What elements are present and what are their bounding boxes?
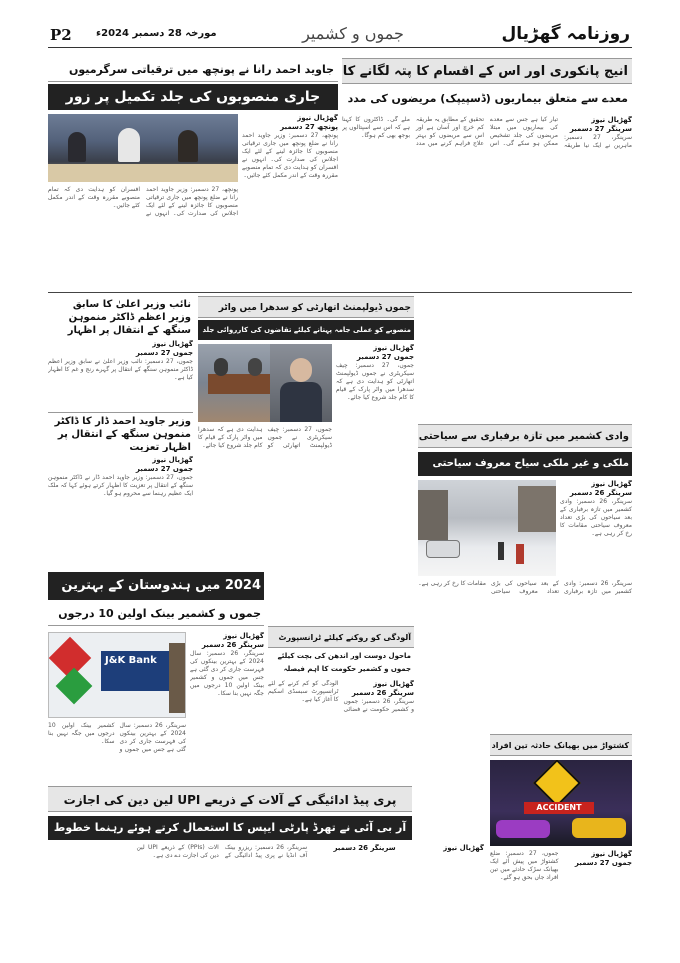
article-body: [48, 456, 193, 568]
article-body-continued: [48, 722, 186, 780]
article-text: پونچھ، 27 دسمبر: وزیر جاوید احمد رانا نے ضلع پونچھ میں جاری ترقیاتی منصوبوں کا جائزہ لینے کے لئے ایک اجلاس کی صدارت کی۔ انہوں نے افسران کو ہدایت دی کہ تمام منصوبے مقررہ وقت کے اندر مکمل کئے جائیں۔: [48, 186, 238, 217]
article-headline: وزیر جاوید احمد ڈار کا ڈاکٹر منموہن سنگھ کے انتقال پر اظہار تعزیت: [48, 412, 193, 452]
article-text: جموں، 27 دسمبر: وزیر جاوید احمد ڈار نے ڈاکٹر منموہن سنگھ کے انتقال پر تعزیت کا اظہار کرتے ہوئے کہا کہ ملک ایک عظیم رہنما سے محروم ہو گیا۔: [48, 474, 193, 497]
byline: گھڑیال نیوز: [152, 456, 193, 464]
article-headline: کشتواڑ میں بھیانک حادثہ تین افراد: [490, 734, 632, 756]
byline: گھڑیال نیوز: [373, 680, 414, 688]
article-headline: آلودگی کو روکنے کیلئے ٹرانسپورٹ: [268, 626, 414, 648]
article-text: سرینگر، 26 دسمبر: جموں و کشمیر حکومت نے فضائی آلودگی کو کم کرنے کے لئے ٹرانسپورٹ سبسڈی اسکیم کا آغاز کیا ہے۔: [268, 680, 414, 713]
article-text: سرینگر، 26 دسمبر: وادی کشمیر میں تازہ برفباری کے بعد سیاحوں کی بڑی تعداد معروف سیاحتی مقامات کا رخ کر رہی ہے۔: [418, 580, 632, 595]
article-text: سرینگر، 26 دسمبر: ریزرو بینک آف انڈیا نے پری پیڈ ادائیگی کے آلات (PPIs) کے ذریعے UPI لین دین کی اجازت دے دی ہے۔: [136, 844, 308, 859]
official-photo: [270, 344, 332, 422]
article-subhead: ملکی و غیر ملکی سیاح معروف سیاحتی: [418, 452, 632, 476]
article-text: جموں، 27 دسمبر: چیف سیکریٹری نے جموں ڈیولپمنٹ اتھارٹی کو ہدایت دی ہے کہ سدھرا میں واٹر پارک کے قیام کا کام جلد شروع کیا جائے۔: [198, 426, 332, 449]
byline: گھڑیال نیوز: [152, 340, 193, 348]
masthead-date: مورخہ 28 دسمبر 2024ء: [96, 28, 217, 39]
dateline: جموں 27 دسمبر: [135, 465, 193, 473]
article-headline: 2024 میں ہندوستان کے بہترین: [48, 572, 264, 600]
dateline: سرینگر 26 دسمبر: [569, 489, 632, 497]
accident-graphic: [490, 760, 632, 846]
article-headline: نائب وزیر اعلیٰ کا سابق وزیر اعظم ڈاکٹر منموہن سنگھ کے انتقال پر اظہار: [67, 299, 191, 336]
article-subhead: جاری منصوبوں کی جلد تکمیل پر زور: [48, 84, 338, 110]
dateline: جموں 27 دسمبر: [574, 859, 632, 867]
article-body-continued: [418, 580, 632, 730]
article-text: جموں، 27 دسمبر: نائب وزیر اعلیٰ نے سابق وزیر اعظم ڈاکٹر منموہن سنگھ کے انتقال پر گہرے رنج و غم کا اظہار کیا ہے۔: [48, 358, 193, 381]
article-text: جموں، 27 دسمبر: چیف سیکریٹری نے جموں ڈیولپمنٹ اتھارٹی کو ہدایت دی ہے کہ سدھرا میں واٹر پارک کے قیام کا کام جلد شروع کیا جائے۔: [336, 362, 414, 401]
newspaper-name: روزنامہ گھڑیال: [501, 24, 630, 44]
article-text: جموں، 27 دسمبر: ضلع کشتواڑ میں پیش آئے ایک بھیانک سڑک حادثے میں تین افراد جاں بحق ہو گئے۔: [490, 850, 559, 881]
article-subhead: آر بی آئی نے تھرڈ پارٹی ایپس کا استعمال کرتے ہوئے رہنما خطوط: [48, 816, 412, 840]
article-subhead: ماحول دوست اور اندھن کی بچت کیلئے جموں و کشمیر حکومت کا اہم فیصلہ: [277, 652, 411, 673]
article-headline: جموں ڈیولپمنٹ اتھارٹی کو سدھرا میں واٹر: [198, 296, 414, 318]
article-headline: پری پیڈ ادائیگی کے آلات کے ذریعے UPI لین دین کی اجازت: [48, 786, 412, 812]
article-body: [268, 680, 414, 780]
section-title: جموں و کشمیر: [302, 24, 404, 43]
article-body: [336, 344, 414, 554]
dateline: سرینگر 26 دسمبر: [333, 844, 396, 852]
byline: گھڑیال نیوز: [591, 116, 632, 124]
dateline: سرینگر 27 دسمبر: [569, 125, 632, 133]
dateline: پونچھ 27 دسمبر: [280, 123, 338, 131]
article-body: [490, 850, 632, 945]
page-number: P2: [50, 26, 72, 44]
article-headline: انیج پانکوری اور اس کے اقسام کا پتہ لگانے کا: [342, 58, 632, 84]
meeting-photo: [48, 114, 238, 182]
dateline: سرینگر 26 دسمبر: [201, 641, 264, 649]
article-body: [48, 844, 484, 945]
bank-logo: J&K Bank: [101, 651, 171, 691]
byline: گھڑیال نیوز: [591, 850, 632, 858]
article-body-continued: [198, 426, 332, 554]
dateline: جموں 27 دسمبر: [135, 349, 193, 357]
dateline: سرینگر 26 دسمبر: [351, 689, 414, 697]
article-body: [190, 632, 264, 780]
article-subhead: منصوبے کو عملی جامہ پہنانے کیلئے تقاضوں کی کارروائی جلد: [198, 320, 414, 340]
byline: گھڑیال نیوز: [591, 480, 632, 488]
bank-photo: [48, 632, 186, 718]
snow-photo: [418, 480, 556, 576]
article-body: [560, 480, 632, 576]
masthead: [48, 22, 632, 48]
article-headline: جاوید احمد رانا نے پونچھ میں ترقیاتی سرگرمیوں: [48, 58, 338, 82]
byline: گھڑیال نیوز: [373, 344, 414, 352]
dateline: جموں 27 دسمبر: [356, 353, 414, 361]
byline: گھڑیال نیوز: [297, 114, 338, 122]
accident-label: ACCIDENT: [524, 802, 594, 814]
byline: گھڑیال نیوز: [223, 632, 264, 640]
article-body-continued: [48, 186, 238, 288]
article-text: سرینگر، 27 دسمبر: ماہرین نے ایک نیا طریقہ تیار کیا ہے جس سے معدے کی بیماریوں میں مبتلا مریضوں کی جلد تشخیص ممکن ہو سکے گی۔ اس تحقیق کے مطابق یہ طریقہ کم خرچ اور آسان ہے اور اس سے مریضوں کو بہتر علاج فراہم کرنے میں مدد ملے گی۔ ڈاکٹروں کا کہنا ہے کہ اس سے اسپتالوں پر بوجھ بھی کم ہوگا۔: [342, 116, 632, 149]
article-subhead: جموں و کشمیر بینک اولین 10 درجوں: [48, 602, 264, 626]
article-body: [242, 114, 338, 288]
article-text: سرینگر، 26 دسمبر: سال 2024 کے بہترین بینکوں کی فہرست جاری کر دی گئی ہے جس میں جموں و کشمیر بینک اولین 10 درجوں میں جگہ نہیں بنا سکا۔: [48, 722, 186, 753]
article-body: [48, 340, 193, 408]
byline: گھڑیال نیوز: [443, 844, 484, 852]
article-subhead: معدے سے متعلق بیماریوں (ڈسپیپک) مریضوں کی مدد: [347, 92, 628, 105]
article-text: سرینگر، 26 دسمبر: وادی کشمیر میں تازہ برفباری کے بعد سیاحوں کی بڑی تعداد معروف سیاحتی مقامات کا رخ کر رہی ہے۔: [560, 498, 632, 537]
article-text: پونچھ، 27 دسمبر: وزیر جاوید احمد رانا نے ضلع پونچھ میں جاری ترقیاتی منصوبوں کا جائزہ لینے کے لئے ایک اجلاس کی صدارت کی۔ انہوں نے افسران کو ہدایت دی کہ تمام منصوبے مقررہ وقت کے اندر مکمل کئے جائیں۔: [242, 132, 338, 179]
article-headline: وادی کشمیر میں تازہ برفباری سے سیاحتی: [418, 424, 632, 448]
article-text: سرینگر، 26 دسمبر: سال 2024 کے بہترین بینکوں کی فہرست جاری کر دی گئی ہے جس میں جموں و کشمیر بینک اولین 10 درجوں میں جگہ نہیں بنا سکا۔: [190, 650, 264, 697]
